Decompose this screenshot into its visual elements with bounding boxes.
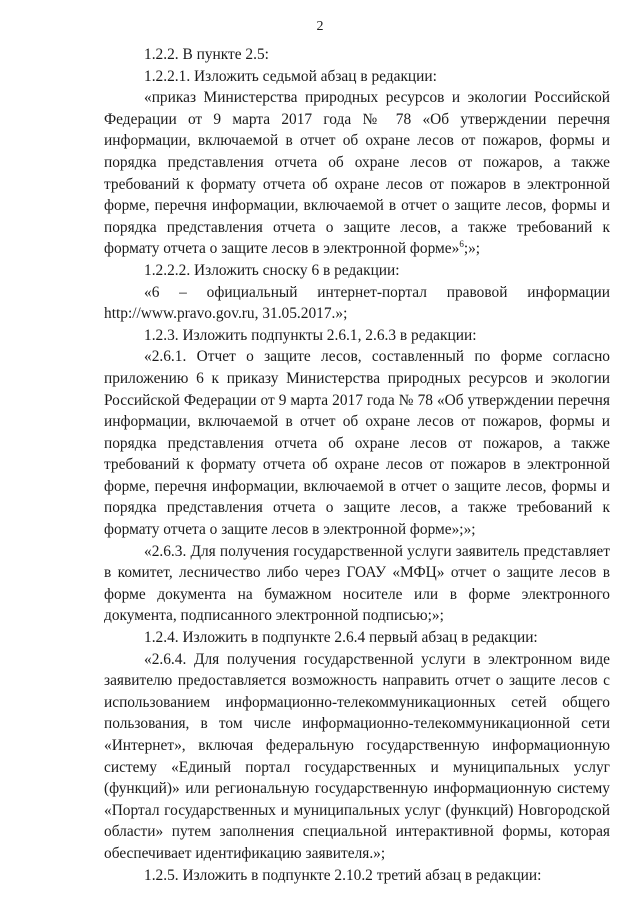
quoted-order-tail: ;»; bbox=[463, 240, 481, 258]
footnote-6-text: «6 – официальный интернет-портал правовой информации http://www.pravo.gov.ru, 31.05.2017.»; bbox=[104, 283, 610, 323]
clause-1-2-3: 1.2.3. Изложить подпункты 2.6.1, 2.6.3 в редакции: bbox=[144, 326, 477, 344]
page-number: 2 bbox=[316, 19, 324, 34]
quoted-order-paragraph bbox=[104, 87, 610, 260]
clause-1-2-5: 1.2.5. Изложить в подпункте 2.10.2 третий абзац в редакции: bbox=[144, 866, 542, 884]
subclause-2-6-3: «2.6.3. Для получения государственной услуги заявитель представляет в комитет, лесничество либо через ГОАУ «МФЦ» отчет о защите лесов в форме документа на бумажном носителе или в форме электронного документа, подписанного электронной подписью;»; bbox=[104, 542, 610, 625]
footnote-mark: 6 bbox=[459, 239, 464, 250]
quoted-order-text: «приказ Министерства природных ресурсов и экологии Российской Федерации от 9 марта 2017 года № 78 «Об утверждении перечня информации, включаемой в отчет об охране лесов от пожаров, формы и порядка представления отчета об охране лесов от пожаров, а также требований к формату отчета об охране лесов от пожаров в электронной форме, перечня информации, включаемой в отчет о защите лесов, формы и порядка представления отчета о защите лесов, а также требований к формату отчета о защите лесов в электронной форме» bbox=[104, 89, 610, 258]
document-body bbox=[104, 44, 610, 886]
clause-1-2-2-1: 1.2.2.1. Изложить седьмой абзац в редакции: bbox=[144, 67, 437, 85]
clause-1-2-4: 1.2.4. Изложить в подпункте 2.6.4 первый абзац в редакции: bbox=[144, 629, 538, 647]
clause-1-2-2-2: 1.2.2.2. Изложить сноску 6 в редакции: bbox=[144, 261, 400, 279]
subclause-2-6-1: «2.6.1. Отчет о защите лесов, составленный по форме согласно приложению 6 к приказу Министерства природных ресурсов и экологии Российской Федерации от 9 марта 2017 года № 78 «Об утверждении перечня информации, включаемой в отчет об охране лесов от пожаров, формы и порядка представления отчета об охране лесов от пожаров, а также требований к формату отчета об охране лесов от пожаров в электронной форме, перечня информации, включаемой в отчет о защите лесов, формы и порядка представления отчета о защите лесов, а также требований к формату отчета о защите лесов в электронной форме»;»; bbox=[104, 348, 610, 539]
subclause-2-6-4: «2.6.4. Для получения государственной услуги в электронном виде заявителю предоставляется возможность направить отчет о защите лесов с использованием информационно-телекоммуникационных сетей общего пользования, в том числе информационно-телекоммуникационной сети «Интернет», включая федеральную государственную информационную систему «Единый портал государственных и муниципальных услуг (функций)» или региональную государственную информационную систему «Портал государственных и муниципальных услуг (функций) Новгородской области» путем заполнения специальной интерактивной формы, которая обеспечивает идентификацию заявителя.»; bbox=[104, 650, 610, 862]
clause-1-2-2: 1.2.2. В пункте 2.5: bbox=[144, 46, 269, 63]
